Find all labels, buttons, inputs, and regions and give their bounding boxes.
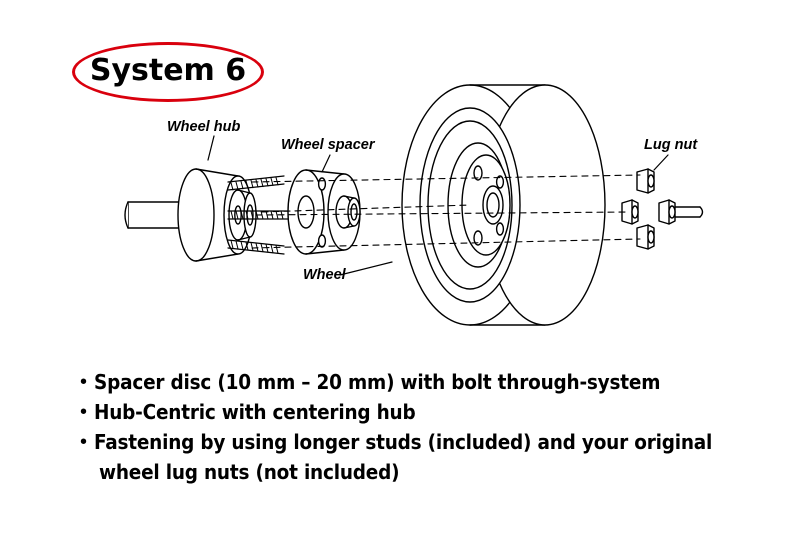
wheel [402, 85, 605, 325]
bullet-icon: • [80, 371, 88, 393]
feature-bullet-list [80, 368, 780, 488]
wheel-hub [178, 169, 256, 261]
bullet-icon: • [80, 401, 88, 423]
list-item-text: wheel lug nuts (not included) [99, 460, 400, 484]
lug-nuts [622, 169, 703, 249]
label-lug-nut: Lug nut [644, 137, 698, 153]
list-item-text: Fastening by using longer studs (included) and your original [94, 430, 713, 454]
list-item-text: Spacer disc (10 mm – 20 mm) with bolt through-system [94, 370, 661, 394]
label-wheel-spacer: Wheel spacer [281, 137, 375, 153]
wheel-spacer [288, 170, 360, 254]
list-item-text: Hub-Centric with centering hub [94, 400, 416, 424]
list-item [80, 398, 780, 426]
list-item [80, 368, 780, 396]
label-wheel: Wheel [303, 267, 346, 283]
list-item-continuation [80, 458, 780, 486]
list-item [80, 428, 780, 456]
system-title-text: System 6 [89, 53, 247, 88]
label-wheel-hub: Wheel hub [167, 119, 241, 135]
bullet-icon: • [80, 431, 88, 453]
